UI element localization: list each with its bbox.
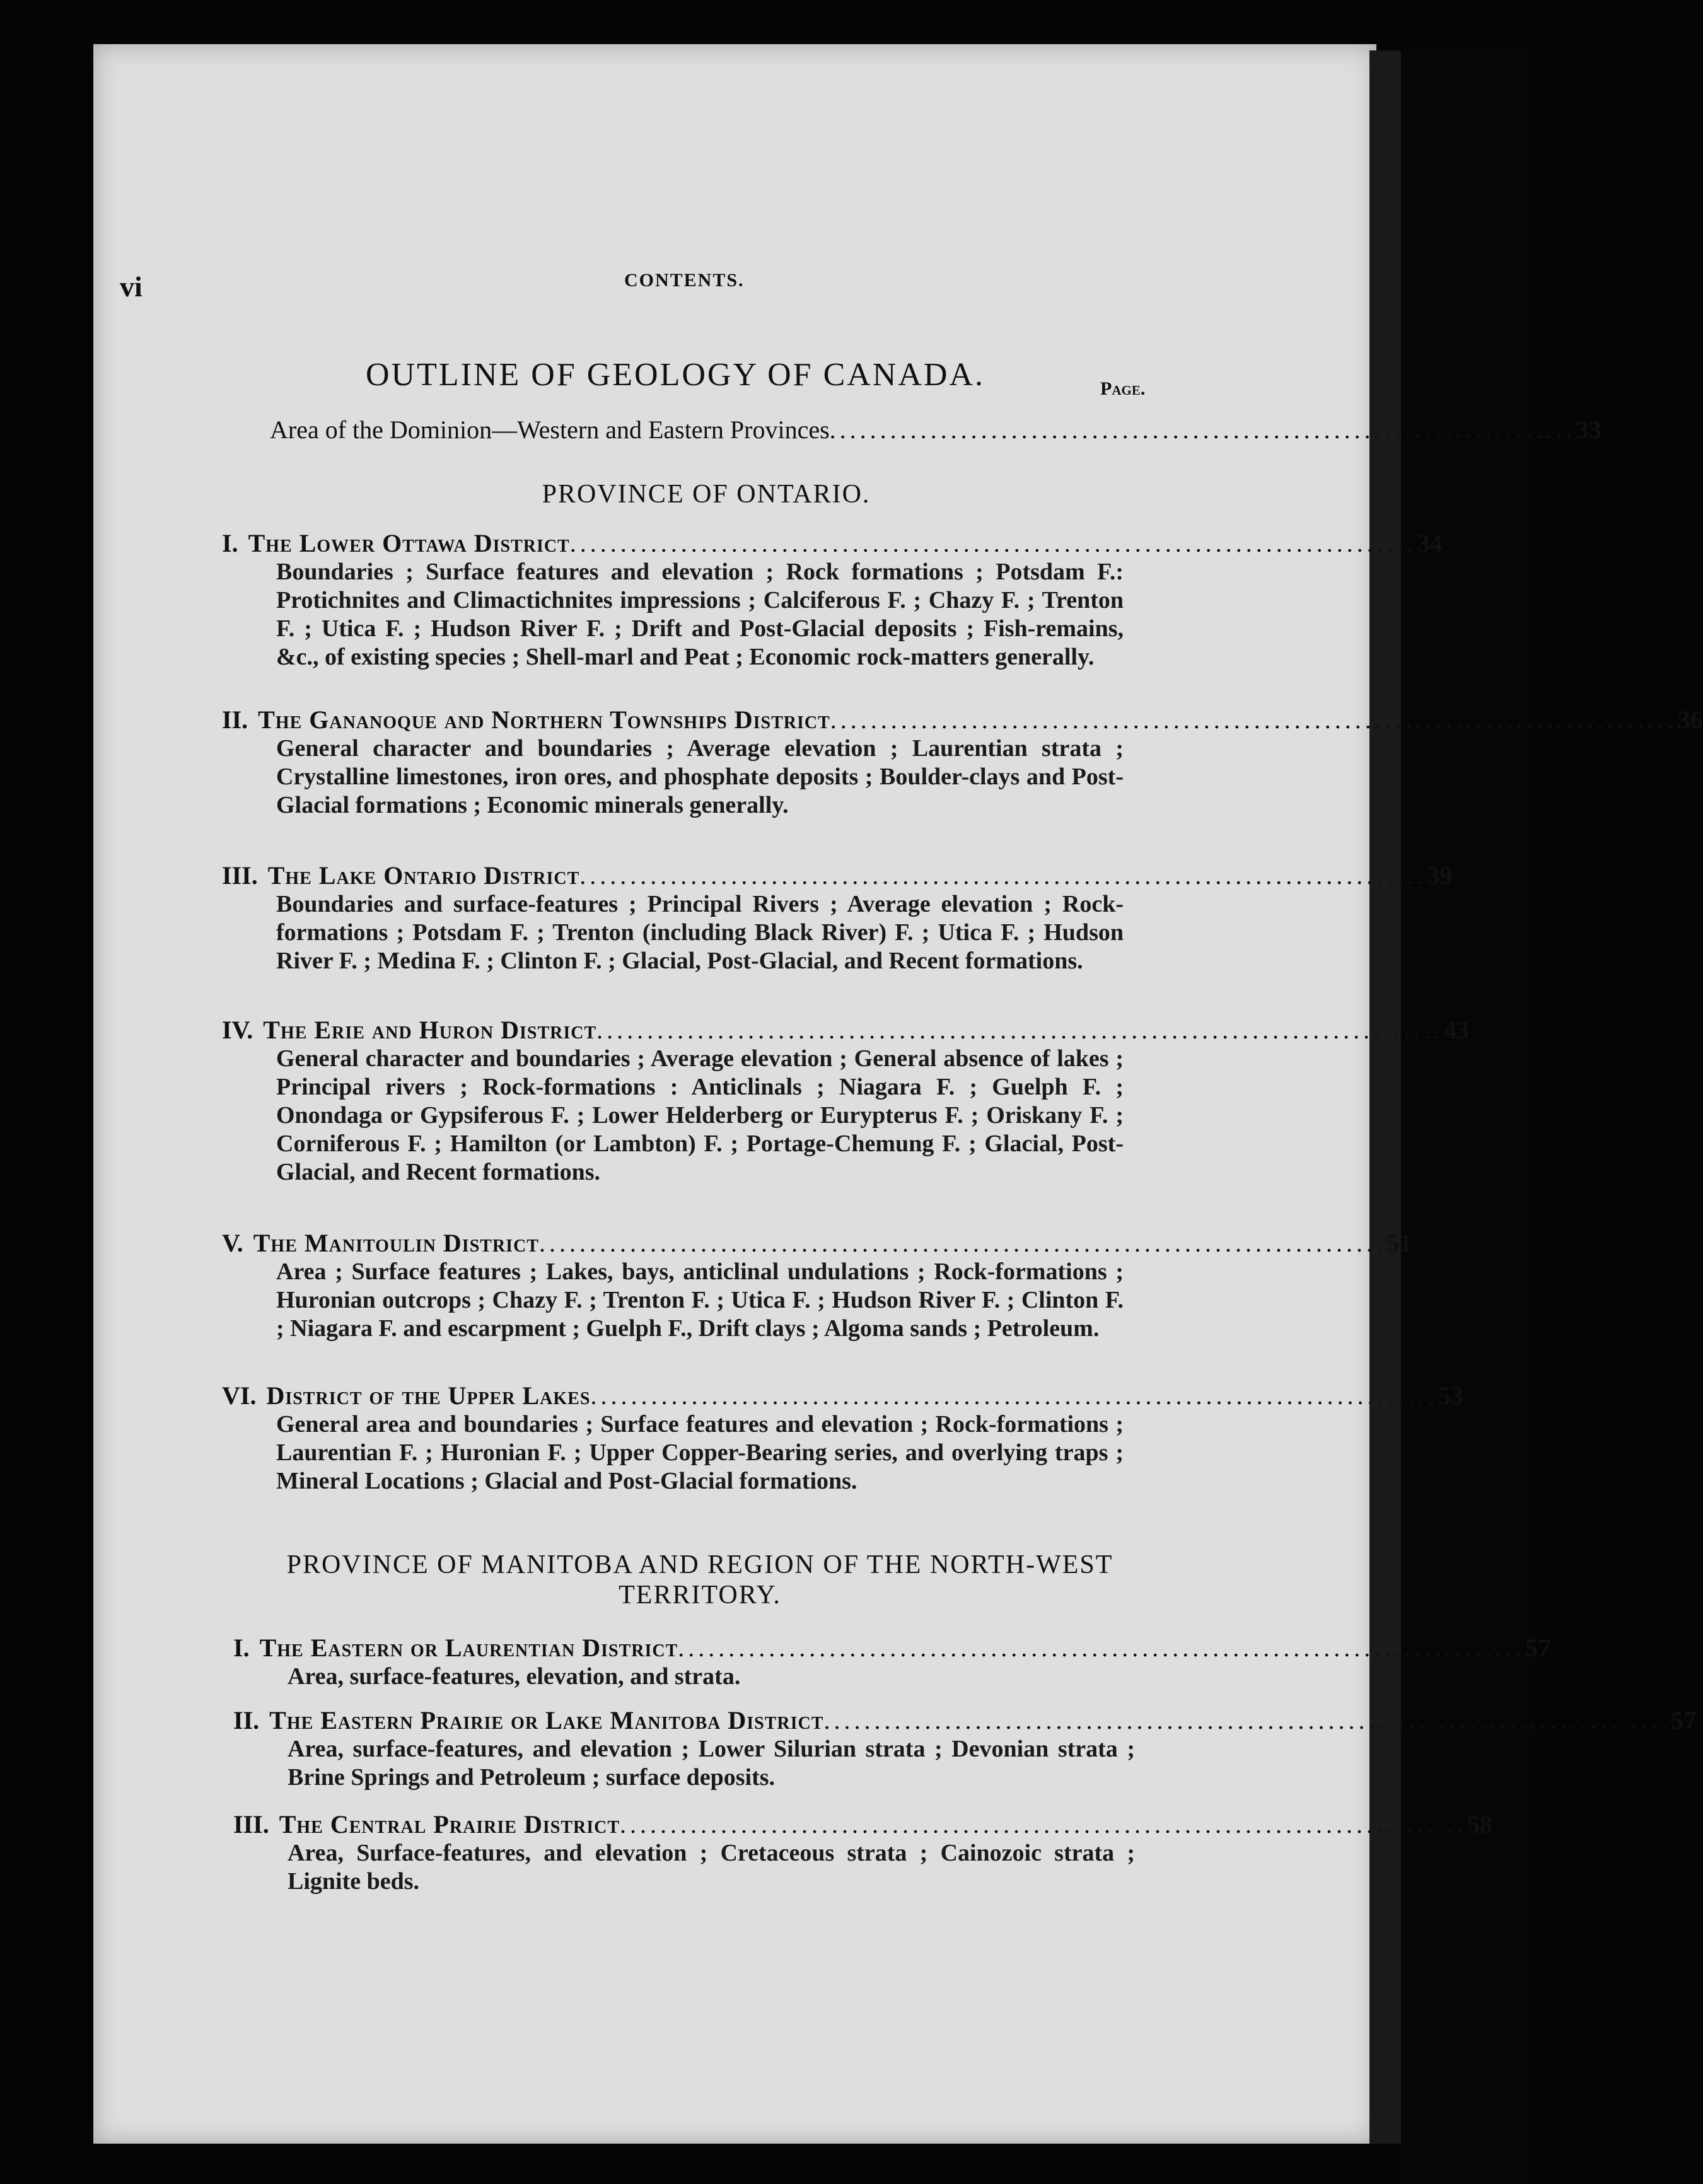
page-folio: vi	[120, 270, 142, 303]
entry-number: IV.	[222, 1016, 253, 1044]
page-column-label: Page.	[1100, 378, 1146, 399]
area-entry-page: 33	[1576, 415, 1601, 444]
leader-dots: ....................................................................................	[538, 1229, 1386, 1257]
leader-dots: ....................................................................................	[579, 861, 1427, 890]
entry-title: The Eastern Prairie or Lake Manitoba District	[269, 1706, 824, 1734]
entry-number: II.	[222, 706, 248, 734]
entry-title: The Central Prairie District	[279, 1810, 620, 1838]
toc-entry[interactable]	[222, 705, 1703, 820]
entry-title: The Erie and Huron District	[263, 1016, 597, 1044]
entry-title: The Eastern or Laurentian District	[259, 1634, 678, 1662]
entry-number: III.	[222, 861, 258, 890]
entry-description: Area ; Surface features ; Lakes, bays, anticlinal undulations ; Rock-formations ; Huronian outcrops ; Chazy F. ; Trenton F. ; Utica F. ; Hudson River F. ; Clinton F. ; Niagara F. and escarpment ; Guelph F., Drift clays ; Algoma sands ; Petroleum.	[276, 1258, 1124, 1342]
entry-description: Area, surface-features, and elevation ; Lower Silurian strata ; Devonian strata ; Brine Springs and Petroleum ; surface deposits.	[288, 1736, 1135, 1791]
entry-page: 53	[1438, 1381, 1463, 1410]
toc-entry[interactable]	[222, 528, 1443, 671]
leader-dots: ....................................................................................	[620, 1810, 1468, 1838]
entry-description: Area, surface-features, elevation, and strata.	[288, 1663, 741, 1690]
entry-title: The Manitoulin District	[253, 1229, 539, 1257]
entry-title: The Lower Ottawa District	[248, 529, 570, 557]
entry-title: The Lake Ontario District	[267, 861, 580, 890]
toc-entry[interactable]	[222, 1228, 1412, 1343]
leader-dots: ....................................................................................	[830, 706, 1678, 734]
scan-border	[1401, 44, 1533, 2184]
manitoba-heading	[240, 1550, 1160, 1610]
entry-title: District of the Upper Lakes	[266, 1381, 591, 1410]
entry-description: Area, Surface-features, and elevation ; Cretaceous strata ; Cainozoic strata ; Lignite beds.	[288, 1840, 1135, 1895]
entry-title: The Gananoque and Northern Townships District	[258, 706, 830, 734]
entry-number: V.	[222, 1229, 243, 1257]
entry-number: III.	[233, 1810, 269, 1838]
entry-number: VI.	[222, 1381, 257, 1410]
entry-description: General character and boundaries ; Average elevation ; General absence of lakes ; Principal rivers ; Rock-formations : Anticlinals ; Niagara F. ; Guelph F. ; Onondaga or Gypsiferous F. ; Lower Helderberg or Eurypterus F. ; Oriskany F. ; Corniferous F. ; Hamilton (or Lambton) F. ; Portage-Chemung F. ; Glacial, Post-Glacial, and Recent formations.	[276, 1045, 1124, 1185]
entry-page: 39	[1427, 861, 1453, 890]
outline-title: OUTLINE OF GEOLOGY OF CANADA.	[366, 357, 985, 393]
leader-dots: ..........................................................................	[829, 415, 1576, 444]
ontario-heading: PROVINCE OF ONTARIO.	[542, 480, 871, 509]
leader-dots: ....................................................................................	[590, 1381, 1438, 1410]
entry-page: 34	[1417, 529, 1443, 557]
entry-page: 58	[1467, 1810, 1493, 1838]
entry-description: Boundaries ; Surface features and elevation ; Rock formations ; Potsdam F.: Protichnites and Climactichnites impressions ; Calciferous F. ; Chazy F. ; Trenton F. ; Utica F. ; Hudson River F. ; Drift and Post-Glacial deposits ; Fish-remains, &c., of existing species ; Shell-marl and Peat ; Economic rock-matters generally.	[276, 559, 1124, 670]
entry-number: I.	[222, 529, 238, 557]
manitoba-heading-line2: TERRITORY.	[619, 1581, 781, 1610]
entry-page: 57	[1671, 1706, 1697, 1734]
leader-dots: ....................................................................................	[596, 1016, 1444, 1044]
toc-entry[interactable]	[233, 1705, 1697, 1792]
entry-page: 51	[1386, 1229, 1412, 1257]
entry-page: 57	[1525, 1634, 1551, 1662]
manitoba-heading-line1: PROVINCE OF MANITOBA AND REGION OF THE NORTH-WEST	[286, 1550, 1113, 1579]
toc-entry[interactable]	[233, 1633, 1551, 1691]
entry-number: I.	[233, 1634, 250, 1662]
leader-dots: ....................................................................................	[569, 529, 1417, 557]
area-entry[interactable]	[270, 415, 1601, 444]
leader-dots: ....................................................................................	[678, 1634, 1526, 1662]
toc-entry[interactable]	[222, 1381, 1463, 1496]
entry-page: 36	[1677, 706, 1703, 734]
toc-entry[interactable]	[222, 861, 1453, 975]
toc-entry[interactable]	[233, 1809, 1493, 1896]
entry-page: 43	[1444, 1016, 1470, 1044]
toc-entry[interactable]	[222, 1015, 1470, 1187]
entry-description: General area and boundaries ; Surface features and elevation ; Rock-formations ; Laurentian F. ; Huronian F. ; Upper Copper-Bearing series, and overlying traps ; Mineral Locations ; Glacial and Post-Glacial formations.	[276, 1411, 1124, 1494]
entry-number: II.	[233, 1706, 260, 1734]
leader-dots: ....................................................................................	[823, 1706, 1671, 1734]
area-entry-text: Area of the Dominion—Western and Eastern Provinces	[270, 415, 830, 444]
entry-description: General character and boundaries ; Average elevation ; Laurentian strata ; Crystalline limestones, iron ores, and phosphate deposits ; Boulder-clays and Post-Glacial formations ; Economic minerals generally.	[276, 735, 1124, 818]
running-header: CONTENTS.	[624, 270, 745, 291]
entry-description: Boundaries and surface-features ; Principal Rivers ; Average elevation ; Rock-formations ; Potsdam F. ; Trenton (including Black River) F. ; Utica F. ; Hudson River F. ; Medina F. ; Clinton F. ; Glacial, Post-Glacial, and Recent formations.	[276, 891, 1124, 974]
